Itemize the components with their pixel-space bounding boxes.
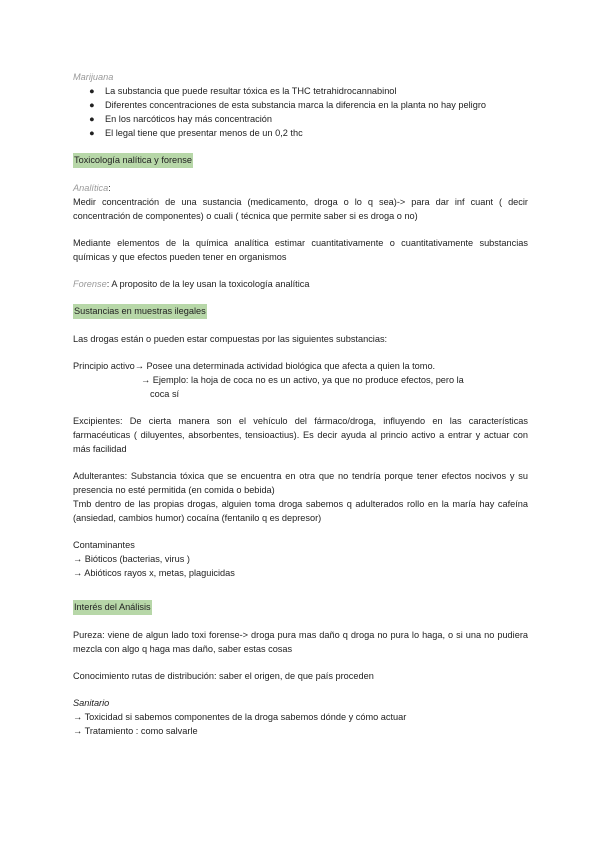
ejemplo-line-1: → Ejemplo: la hoja de coca no es un activo, ya que no produce efectos, pero la [141,375,464,385]
bullet-icon: ● [89,100,95,110]
toxicidad-item: → Toxicidad si sabemos componentes de la droga sabemos dónde y cómo actuar [73,712,407,722]
sustancias-intro: Las drogas están o pueden estar compuestas por las siguientes substancias: [73,334,388,344]
list-item [89,84,528,98]
bullet-text: La substancia que puede resultar tóxica es la THC tetrahidrocannabinol [105,86,397,96]
sanitario-title: Sanitario [73,698,110,708]
mediante-text: Mediante elementos de la química analítica estimar cuantitativamente o cuantitativamente substancias químicas y que efectos pueden tener en organismos [73,238,528,262]
bioticos-item: → Bióticos (bacterias, virus ) [73,554,190,564]
principio-activo-text: Principio activo→ Posee una determinada actividad biológica que afecta a quien la tomo. [73,361,436,371]
list-item [89,112,528,126]
bullet-icon: ● [89,128,95,138]
bullet-text: Diferentes concentraciones de esta substancia marca la diferencia en la planta no hay peligro [105,100,486,110]
pureza-text: Pureza: viene de algun lado toxi forense-> droga pura mas daño q droga no pura lo haga, o si una no pudiera mezcla con algo q haga mas daño, saber estas cosas [73,630,528,654]
marijuana-title: Marijuana [73,72,114,82]
tratamiento-item: → Tratamiento : como salvarle [73,726,198,736]
marijuana-bullet-list [73,84,528,140]
abioticos-item: → Abióticos rayos x, metas, plaguicidas [73,568,235,578]
document-page [73,70,528,738]
bullet-text: En los narcóticos hay más concentración [105,114,272,124]
analitica-colon: : [108,183,111,193]
bullet-icon: ● [89,114,95,124]
adulterantes-text: Adulterantes: Substancia tóxica que se encuentra en otra que no tendría porque tener efectos nocivos y su presencia no esté permitida (en comida o bebida) [73,471,528,495]
analitica-text: Medir concentración de una sustancia (medicamento, droga o lo q sea)-> para dar inf cuant ( decir concentración de componentes) o cuali ( técnica que permite saber si es droga o no) [73,197,528,221]
section-heading-sustancias: Sustancias en muestras ilegales [73,304,207,319]
list-item [89,98,528,112]
contaminantes-title: Contaminantes [73,540,135,550]
list-item [89,126,528,140]
analitica-label: Analítica [73,183,109,193]
forense-label: Forense [73,279,107,289]
bullet-text: El legal tiene que presentar menos de un 0,2 thc [105,128,303,138]
excipientes-text: Excipientes: De cierta manera son el vehículo del fármaco/droga, influyendo en las características farmacéuticas ( diluyentes, absorbentes, tensioactius). Es decir ayuda al princio activo a entrar y actuar con más facilidad [73,416,528,454]
section-heading-toxicologia: Toxicología nalítica y forense [73,153,193,168]
forense-text: : A proposito de la ley usan la toxicología analítica [106,279,310,289]
bullet-icon: ● [89,86,95,96]
tmb-text: Tmb dentro de las propias drogas, alguien toma droga sabemos q adulterados rollo en la maría hay cafeína (ansiedad, cambios humor) cocaína (fentanilo q es depresor) [73,499,528,523]
ejemplo-line-2: coca sí [150,389,180,399]
section-heading-interes: Interés del Análisis [73,600,152,615]
conocimiento-text: Conocimiento rutas de distribución: saber el origen, de que país proceden [73,671,374,681]
